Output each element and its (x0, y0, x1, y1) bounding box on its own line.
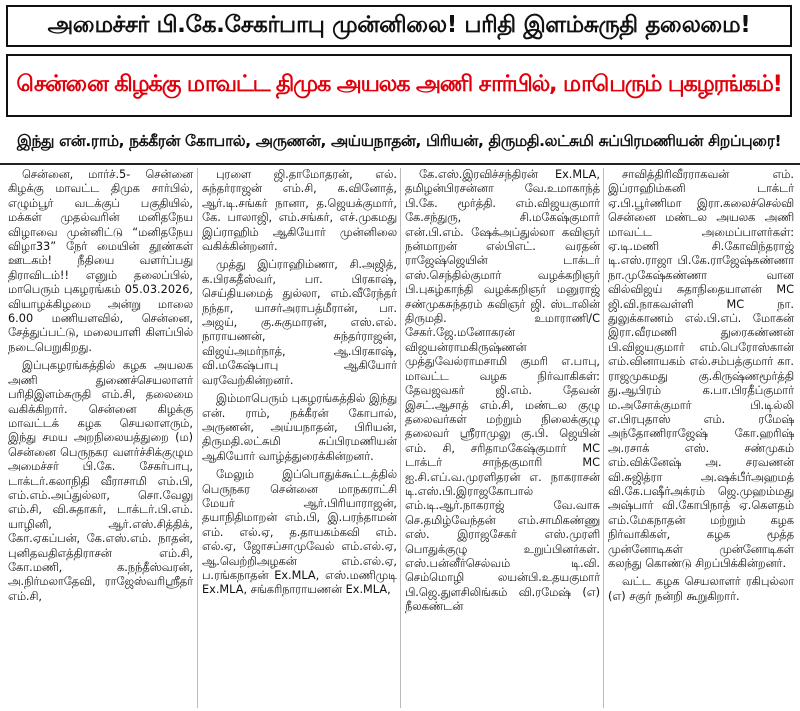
main-headline: சென்னை கிழக்கு மாவட்ட திமுக அயலக அணி சார்பில், மாபெரும் புகழரங்கம்! (6, 54, 792, 117)
paragraph: வட்ட கழக செயலாளர் ரகிபுல்லா (எ) சகுர் நன்றி கூறுகிறார். (608, 575, 794, 603)
paragraph: மேலும் இப்பொதுக்கூட்டத்தில் பெருநகர சென்னை மாநகராட்சி மேயர் ஆர்.பிரியாராஜன், தயாநிதிமாறன் எம்.பி, இ.பரந்தாமன் எம். எல்.ஏ, த.தாயகம்கவி எம். எல்.ஏ, ஜோசப்சாமுவேல் எம்.எல்.ஏ, ஆ.வெற்றிஅழகன் எம்.எல்.ஏ, ப.ரங்கநாதன் Ex.MLA, எஸ்.மணிமுடி Ex.MLA, சங்கரிநாராயணன் Ex.MLA, (202, 468, 397, 597)
paragraph: சாவித்திரிவீரராகவன் எம். இப்ராஹிம்கனி டாக்டர் ஏ.பி.பூர்ணிமா இரா.கலைச்செல்வி சென்னை மண்டல அயலக அணி மாவட்ட அமைப்பாளர்கள்: ஏ.டி.மணி சி.கோவிந்தராஜ் டி.எஸ்.ராஜா பி.கே.ராஜேஷ்கண்ணா நா.முகேஷ்கண்ணா வான வில்விஜய் சுதாநிதையாளன் MC ஜி.வி.நாகவள்ளி MC நா. துலுக்காணம் எல்.பி.எப். மோகன் இரா.வீரமணி துரைகண்ணன் பி.விஜயகுமார் எம்.பெரோஸ்கான் எம்.வினாயகம் எல்.சம்பத்குமார் கா. ராஜமுகமது கு.கிருஷ்ணமூர்த்தி து.ஆபிரம் க.பா.பிரதீப்குமார் ம.அசோக்குமார் பி.டில்லி எ.பிரபுதாஸ் எம். ரமேஷ் அந்தோணிராஜேஷ் கோ.ஹரிஷ் அ.ரசாக் எஸ். சண்முகம் எம்.விக்னேஷ் அ. சரவணன் வி.சுஜித்ரா அ.ஷக்பீர்அஹமத் வி.கே.பஷீர்அக்ரம் ஜெ.முஹம்மது அஷ்பார் வி.கோபிநாத் ஏ.கௌதம் எம்.மேகநாதன் மற்றும் கழக நிர்வாகிகள், கழக மூத்த முன்னோடிகள் முன்னோடிகள் கலந்து கொண்டு சிறப்பிக்கின்றனர். (608, 168, 794, 570)
column-divider (603, 168, 604, 708)
sub-headline: இந்து என்.ராம், நக்கீரன் கோபால், அருணன், அய்யநாதன், பிரியன், திருமதி.லட்சுமி சுப்பிரமணியன் சிறப்புரை! (16, 132, 782, 150)
paragraph: சென்னை, மார்ச்.5- சென்னை கிழக்கு மாவட்ட திமுக சார்பில், எழும்பூர் வடக்குப் பகுதியில், மக்கள் முதல்வரின் மனிதநேய விழாவை முன்னிட்டு “மனிதநேய விழா33” நேர் மையின் தூண்கள் ஊடகம்! நீதியை வளர்ப்பது திராவிடம்!! எனும் தலைப்பில், மாபெரும் புகழரங்கம் 05.03.2026, வியாழக்கிழமை அன்று மாலை 6.00 மணியளவில், சென்னை, சேத்துப்பட்டு, மலையாளி கிளப்பில் நடைபெறுகிறது. (8, 168, 193, 354)
paragraph: கே.எஸ்.இரவிச்சந்திரன் Ex.MLA, தமிழன்பிரசன்னா வே.உமாகாந்த் பி.கே. மூர்த்தி. எம்.விஜயகுமார் கே.சந்துரு, சி.மகேஷ்குமார் என்.பி.எம். ஷேக்அப்துல்லா கவிஞர் நன்மாறன் எல்பிஎட். வரதன் ராஜேஷ்ஜெயின் டாக்டர் எஸ்.செந்தில்குமார் வழக்கறிஞர் பி.புகழ்காந்தி வழக்கறிஞர் மனுராஜ் சண்முகசுந்தரம் கவிஞர் ஜி. ஸ்டாலின் திருமதி. உமாராணி/C சேகர்.ஜே.மனோகரன் விஜயன்ராமகிருஷ்ணன் முத்துவேல்ராமசாமி குமரி எ.பாபு, மாவட்ட வழக நிர்வாகிகள்: தேவஜவகர் ஜி.எம். தேவன் இசட்.ஆசாத் எம்.சி, மண்டல குழு தலைவர்கள் மற்றும் நிலைக்குழு தலைவர் ஸ்ரீராமுலு கு.பி. ஜெயின் எம். சி, சரிதாமகேஷ்குமார் MC டாக்டர் சாந்தகுமாரி MC ஐ.சி.எப்.வ.முரளிதரன் எ. நாகராசன் டி.எஸ்.பி.இராஜகோபால் எம்.டி.ஆர்.நாகராஜ் வே.வாசு செ.தமிழ்வேந்தன் எம்.சாமிகண்ணு எஸ். இராஜசேகர் எஸ்.முரளி பொதுக்குழு உறுப்பினர்கள். எஸ்.பன்னீர்செல்வம் டி.வி. செம்மொழி லயன்பி.உதயகுமார் பி.ஜெ.துளசிலிங்கம் வி.ரமேஷ் (எ) நீலகண்டன் (405, 168, 600, 614)
top-headline: அமைச்சர் பி.கே.சேகர்பாபு முன்னிலை! பரிதி இளம்சுருதி தலைமை! (6, 5, 792, 47)
column-divider (197, 168, 198, 708)
article-column-1 (8, 168, 193, 708)
header-divider (0, 163, 800, 165)
paragraph: முத்து இப்ராஹிம்ணா, சி.அஜித், க.பிரகதீஸ்வர், பா. பிரகாஷ், செய்தியமைத் துல்லா, எம்.வீரேந்தர் நந்தா, யாசர்அராபத்மீரான், பா. அஜய், கு.சுகுமாரன், எஸ்.எல். நாராயணன், சுந்தர்ராஜன், விஜய்அமர்நாத், ஆ.பிரகாஷ், வி.மகேஷ்பாபு ஆகியோர் வரவேற்கின்றனர். (202, 258, 397, 387)
article-column-2 (202, 168, 397, 708)
article-column-4 (608, 168, 794, 708)
paragraph: இப்புகழரங்கத்தில் கழக அயலக அணி துணைச்செயலாளர் பரிதிஇளம்சுருதி எம்.சி, தலைமை வகிக்கிறார். சென்னை கிழக்கு மாவட்டக் கழக செயலாளரும், இந்து சமய அறநிலையத்துறை (ம) சென்னை பெருநகர வளர்ச்சிக்குழும அமைச்சர் பி.கே. சேகர்பாபு, டாக்டர்.கலாநிதி வீராசாமி எம்.பி, எம்.எம்.அப்துல்லா, சொ.வேலு எம்.சி, வி.சுதாகர், டாக்டர்.பி.எம். யாழினி, ஆர்.எஸ்.சித்திக், கோ.ஏகப்பன், கே.எஸ்.எம். நாதன், புனிதவதிஎத்திராசன் எம்.சி, கோ.மணி, க.நந்தீஸ்வரன், அ.நிர்மலாதேவி, ராஜேஸ்வரிஸ்ரீதர் எம்.சி, (8, 359, 193, 603)
paragraph: புரளை ஜி.தாமோதரன், எல். சுந்தர்ராஜன் எம்.சி, க.வினோத், ஆர்.டி.சங்கர் நானா, த.ஜெயக்குமார், கே. பாலாஜி, எம்.சங்கர், எச்.முகமது இப்ராஹிம் ஆகியோர் முன்னிலை வகிக்கின்றனர். (202, 168, 397, 254)
paragraph: இம்மாபெரும் புகழரங்கத்தில் இந்து என். ராம், நக்கீரன் கோபால், அருணன், அய்யநாதன், பிரியன், திருமதி.லட்சுமி சுப்பிரமணியன் ஆகியோர் வாழ்த்துரைக்கின்றனர். (202, 392, 397, 463)
column-divider (400, 168, 401, 708)
article-column-3 (405, 168, 600, 708)
